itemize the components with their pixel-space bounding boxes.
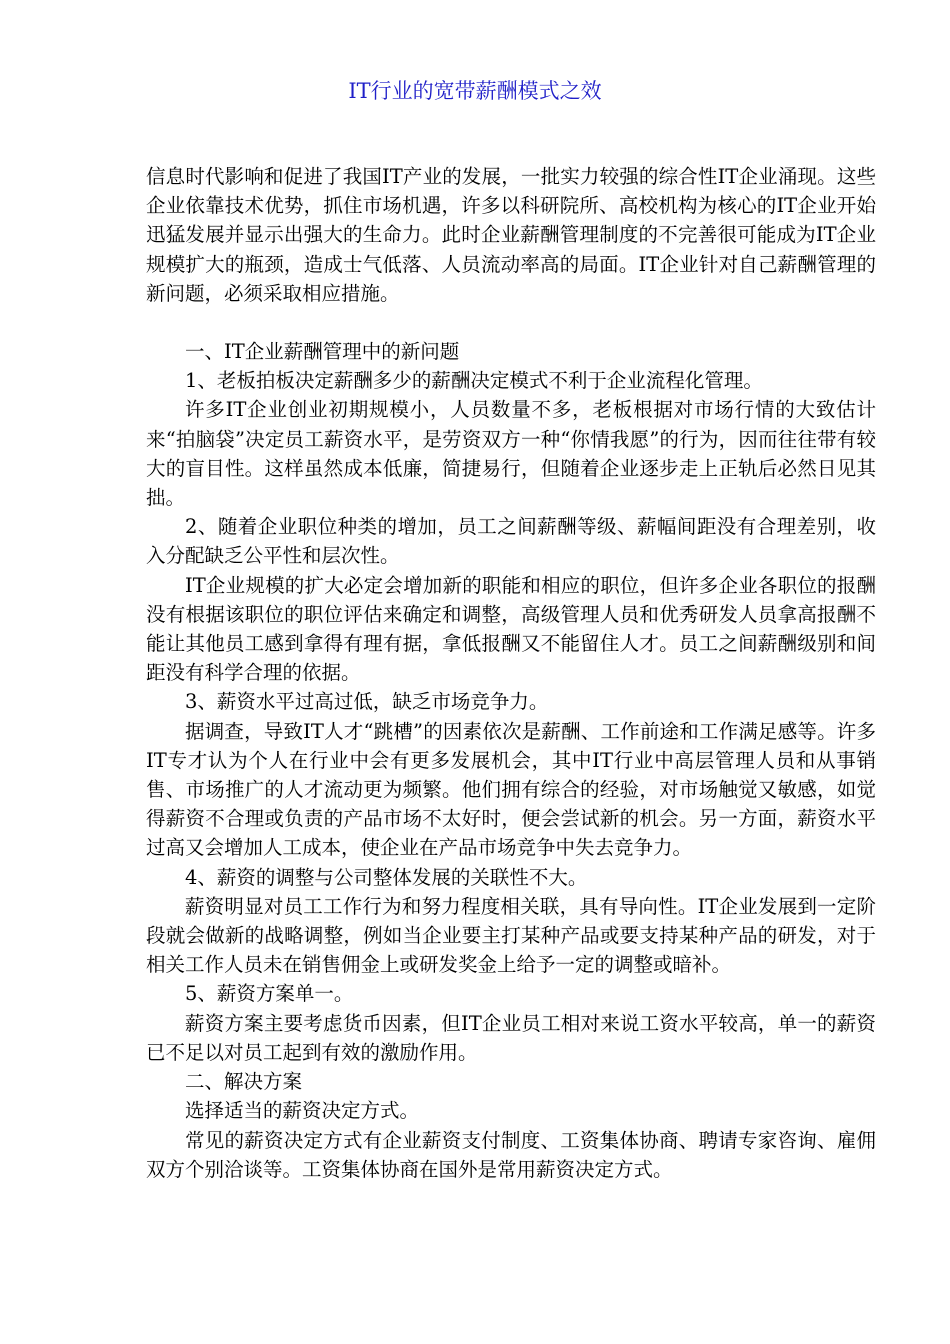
section-heading-1: 一、IT企业薪酬管理中的新问题 <box>185 340 460 364</box>
paragraph-2: IT企业规模的扩大必定会增加新的职能和相应的职位，但许多企业各职位的报酬没有根据该职位的职位评估来确定和调整，高级管理人员和优秀研发人员拿高报酬不能让其他员工感到拿得有理有据，拿低报酬又不能留住人才。员工之间薪酬级别和间距没有科学合理的依据。 <box>146 573 876 685</box>
section-heading-2: 二、解决方案 <box>185 1070 303 1094</box>
paragraph-4: 薪资明显对员工工作行为和努力程度相关联，具有导向性。IT企业发展到一定阶段就会做新的战略调整，例如当企业要主打某种产品或要支持某种产品的研发，对于相关工作人员未在销售佣金上或研发奖金上给予一定的调整或暗补。 <box>146 894 876 977</box>
subheading-6: 选择适当的薪资决定方式。 <box>185 1099 420 1123</box>
subheading-3: 3、薪资水平过高过低，缺乏市场竞争力。 <box>185 690 549 714</box>
paragraph-3: 据调查，导致IT人才“跳槽”的因素依次是薪酬、工作前途和工作满足感等。许多IT专才认为个人在行业中会有更多发展机会，其中IT行业中高层管理人员和从事销售、市场推广的人才流动更为频繁。他们拥有综合的经验，对市场触觉又敏感，如觉得薪资不合理或负责的产品市场不太好时，便会尝试新的机会。另一方面，薪资水平过高又会增加人工成本，使企业在产品市场竞争中失去竞争力。 <box>146 719 876 860</box>
paragraph-5: 薪资方案主要考虑货币因素，但IT企业员工相对来说工资水平较高，单一的薪资已不足以对员工起到有效的激励作用。 <box>146 1011 876 1064</box>
subheading-1: 1、老板拍板决定薪酬多少的薪酬决定模式不利于企业流程化管理。 <box>185 369 763 393</box>
document-title: IT行业的宽带薪酬模式之效 <box>348 79 602 103</box>
subheading-4: 4、薪资的调整与公司整体发展的关联性不大。 <box>185 865 588 889</box>
subheading-5: 5、薪资方案单一。 <box>185 982 354 1006</box>
subheading-2: 2、随着企业职位种类的增加，员工之间薪酬等级、薪幅间距没有合理差别，收入分配缺乏公平性和层次性。 <box>146 515 876 568</box>
paragraph-6: 常见的薪资决定方式有企业薪资支付制度、工资集体协商、聘请专家咨询、雇佣双方个别洽谈等。工资集体协商在国外是常用薪资决定方式。 <box>146 1128 876 1181</box>
intro-paragraph: 信息时代影响和促进了我国IT产业的发展，一批实力较强的综合性IT企业涌现。这些企业依靠技术优势，抓住市场机遇，许多以科研院所、高校机构为核心的IT企业开始迅猛发展并显示出强大的生命力。此时企业薪酬管理制度的不完善很可能成为IT企业规模扩大的瓶颈，造成士气低落、人员流动率高的局面。IT企业针对自己薪酬管理的新问题，必须采取相应措施。 <box>146 165 876 305</box>
paragraph-1: 许多IT企业创业初期规模小，人员数量不多，老板根据对市场行情的大致估计来“拍脑袋”决定员工薪资水平，是劳资双方一种“你情我愿”的行为，因而往往带有较大的盲目性。这样虽然成本低廉，简捷易行，但随着企业逐步走上正轨后必然日见其拙。 <box>146 398 876 510</box>
document-body <box>146 162 876 1184</box>
